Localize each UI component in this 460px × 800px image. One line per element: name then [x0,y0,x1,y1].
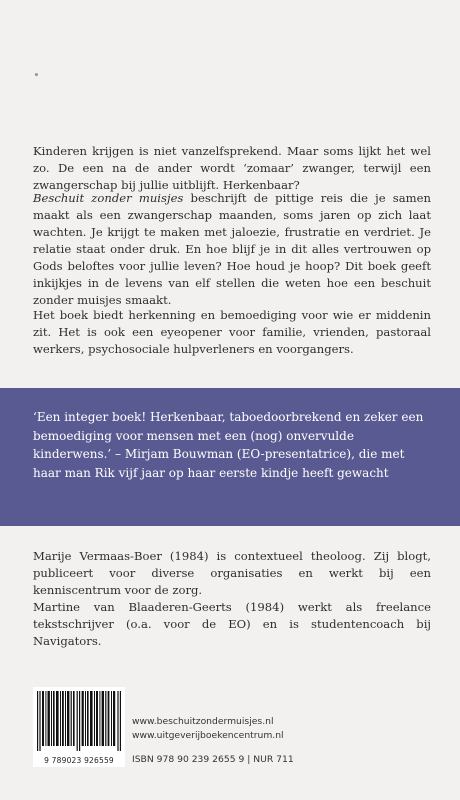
intro-text-1: Kinderen krijgen is niet vanzelfsprekend. Maar soms lijkt het wel zo. De een na de ander wordt ‘zomaar’ zwanger, terwijl een zwangerschap bij jullie uitblijft. Herkenbaar? [33,144,431,192]
author-bio-2 [33,599,431,650]
intro-paragraph-2 [33,190,431,309]
intro-text-3: Het boek biedt herkenning en bemoediging voor wie er middenin zit. Het is ook een eyeopener voor familie, vrienden, pastoraal werkers, psychosociale hulpverleners en voorgangers. [33,308,431,356]
website-link-2[interactable]: www.uitgeverijboekencentrum.nl [132,730,284,741]
intro-text-2-rest: beschrijft de pittige reis die je samen maakt als een zwangerschap maanden, soms jaren op zich laat wachten. Je krijgt te maken met jaloezie, frustratie en verdriet. Je relatie staat onder druk. En hoe blijf je in dit alles vertrouwen op Gods beloftes voor jullie leven? Hoe houd je hoop? Dit boek geeft inkijkjes in de levens van elf stellen die weten hoe een beschuit zonder muisjes smaakt. [33,191,431,307]
author-bio-1-text: Marije Vermaas-Boer (1984) is contextueel theoloog. Zij blogt, publiceert voor diverse organisaties en werkt bij een kenniscentrum voor de zorg. [33,549,431,597]
endorsement-quote [33,408,431,482]
barcode-bars [37,691,121,751]
intro-paragraph-1 [33,143,431,194]
intro-text-2 [33,190,431,309]
barcode-digits: 9 789023 926559 [44,756,114,765]
quote-text: ‘Een integer boek! Herkenbaar, taboedoorbrekend en zeker een bemoediging voor mensen met een (nog) onvervulde kinderwens.’ – Mirjam Bouwman (EO-presentatrice), die met haar man Rik vijf jaar op haar eerste kindje heeft gewacht [33,410,424,480]
isbn-line: ISBN 978 90 239 2655 9 | NUR 711 [132,754,294,765]
intro-paragraph-3 [33,307,431,358]
author-bio-1 [33,548,431,599]
bullet-mark: ∙ [33,68,40,81]
website-link-1[interactable]: www.beschuitzondermuisjes.nl [132,716,274,727]
book-title-italic: Beschuit zonder muisjes [33,191,184,205]
author-bio-2-text: Martine van Blaaderen-Geerts (1984) werkt als freelance tekstschrijver (o.a. voor de EO) en is studentencoach bij Navigators. [33,600,431,648]
barcode [33,687,125,767]
